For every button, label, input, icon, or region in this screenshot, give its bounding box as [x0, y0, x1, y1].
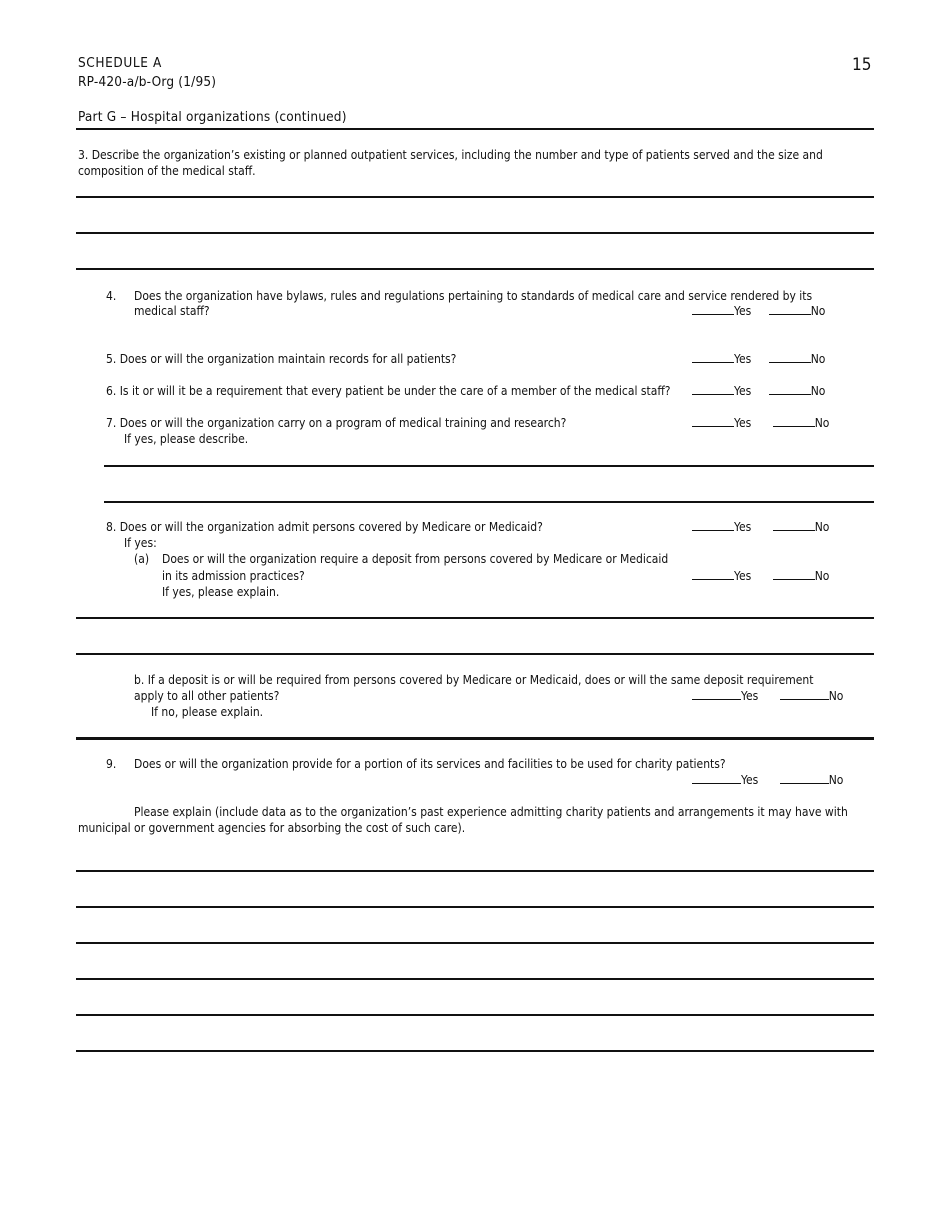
q8a-answer	[692, 568, 829, 584]
q3-answer-line-2[interactable]	[76, 232, 874, 234]
part-title: Part G – Hospital organizations (continued)	[78, 109, 347, 125]
q8b-no-blank[interactable]	[780, 688, 829, 700]
q9-no-label: No	[828, 773, 844, 787]
q8a-no-label: No	[814, 569, 830, 583]
q8a-answer-line-1[interactable]	[76, 617, 874, 619]
q8b-answer	[692, 688, 843, 704]
q8a-yes-label: Yes	[734, 569, 752, 583]
q7-answer-line-2[interactable]	[104, 501, 874, 503]
q7-followup: If yes, please describe.	[124, 432, 249, 446]
q6-no-label: No	[810, 384, 826, 398]
q9-answer-line-2[interactable]	[76, 906, 874, 908]
q7-text: 7. Does or will the organization carry on a program of medical training and research?	[106, 416, 567, 430]
q6-text: 6. Is it or will it be a requirement that every patient be under the care of a member of the medical staff?	[106, 384, 671, 398]
q9-answer	[692, 772, 843, 788]
q9-answer-line-3[interactable]	[76, 942, 874, 944]
q8-yes-blank[interactable]	[692, 519, 734, 531]
q3-text-line2: composition of the medical staff.	[78, 164, 256, 178]
q4-no-blank[interactable]	[769, 303, 811, 315]
q8b-no-label: No	[828, 689, 844, 703]
q5-no-label: No	[810, 352, 826, 366]
q9-number: 9.	[106, 757, 117, 771]
q5-yes-blank[interactable]	[692, 351, 734, 363]
q8a-followup: If yes, please explain.	[162, 585, 280, 599]
q6-yes-blank[interactable]	[692, 383, 734, 395]
q8b-text-line1: b. If a deposit is or will be required from persons covered by Medicare or Medicaid, does or will the same deposit requirement	[134, 673, 814, 687]
form-id: RP-420-a/b-Org (1/95)	[78, 74, 217, 90]
q4-yes-blank[interactable]	[692, 303, 734, 315]
q8-no-label: No	[814, 520, 830, 534]
q9-explain-line1: Please explain (include data as to the organization’s past experience admitting charity patients and arrangements it may have with	[134, 805, 848, 819]
q9-answer-line-1[interactable]	[76, 870, 874, 872]
q7-no-blank[interactable]	[773, 415, 815, 427]
q9-text-line1: Does or will the organization provide for a portion of its services and facilities to be used for charity patients?	[134, 757, 726, 771]
q4-text-line1: Does the organization have bylaws, rules and regulations pertaining to standards of medical care and service rendered by its	[134, 289, 813, 303]
q3-text-line1: 3. Describe the organization’s existing or planned outpatient services, including the number and type of patients served and the size and	[78, 148, 823, 162]
q8b-yes-label: Yes	[741, 689, 759, 703]
q7-yes-blank[interactable]	[692, 415, 734, 427]
q8-no-blank[interactable]	[773, 519, 815, 531]
page-number: 15	[852, 55, 872, 75]
q6-answer	[692, 383, 825, 399]
q9-no-blank[interactable]	[780, 772, 829, 784]
part-title-rule	[76, 128, 874, 130]
q8a-no-blank[interactable]	[773, 568, 815, 580]
q8b-answer-line[interactable]	[76, 737, 874, 740]
q8-answer	[692, 519, 829, 535]
q5-text: 5. Does or will the organization maintain records for all patients?	[106, 352, 457, 366]
q9-yes-blank[interactable]	[692, 772, 741, 784]
q4-text-line2: medical staff?	[134, 304, 210, 318]
q3-answer-line-3[interactable]	[76, 268, 874, 270]
q7-answer	[692, 415, 829, 431]
q5-no-blank[interactable]	[769, 351, 811, 363]
q8a-yes-blank[interactable]	[692, 568, 734, 580]
q8a-label: (a)	[134, 552, 150, 566]
q4-number: 4.	[106, 289, 117, 303]
q9-answer-line-6[interactable]	[76, 1050, 874, 1052]
q5-yes-label: Yes	[734, 352, 752, 366]
q8a-text-line2: in its admission practices?	[162, 569, 305, 583]
q8b-yes-blank[interactable]	[692, 688, 741, 700]
q8-text: 8. Does or will the organization admit persons covered by Medicare or Medicaid?	[106, 520, 543, 534]
q8b-text-line2: apply to all other patients?	[134, 689, 280, 703]
q9-answer-line-4[interactable]	[76, 978, 874, 980]
q8a-answer-line-2[interactable]	[76, 653, 874, 655]
q3-answer-line-1[interactable]	[76, 196, 874, 198]
q8-yes-label: Yes	[734, 520, 752, 534]
q5-answer	[692, 351, 825, 367]
q6-yes-label: Yes	[734, 384, 752, 398]
q4-no-label: No	[810, 304, 826, 318]
q7-no-label: No	[814, 416, 830, 430]
q7-answer-line-1[interactable]	[104, 465, 874, 467]
q8-if-yes: If yes:	[124, 536, 157, 550]
q6-no-blank[interactable]	[769, 383, 811, 395]
schedule-label: SCHEDULE A	[78, 55, 162, 71]
q8a-text-line1: Does or will the organization require a deposit from persons covered by Medicare or Medicaid	[162, 552, 669, 566]
q8b-followup: If no, please explain.	[151, 705, 264, 719]
q4-yes-label: Yes	[734, 304, 752, 318]
q9-explain-line2: municipal or government agencies for absorbing the cost of such care).	[78, 821, 466, 835]
q7-yes-label: Yes	[734, 416, 752, 430]
q4-answer	[692, 303, 825, 319]
q9-yes-label: Yes	[741, 773, 759, 787]
q9-answer-line-5[interactable]	[76, 1014, 874, 1016]
